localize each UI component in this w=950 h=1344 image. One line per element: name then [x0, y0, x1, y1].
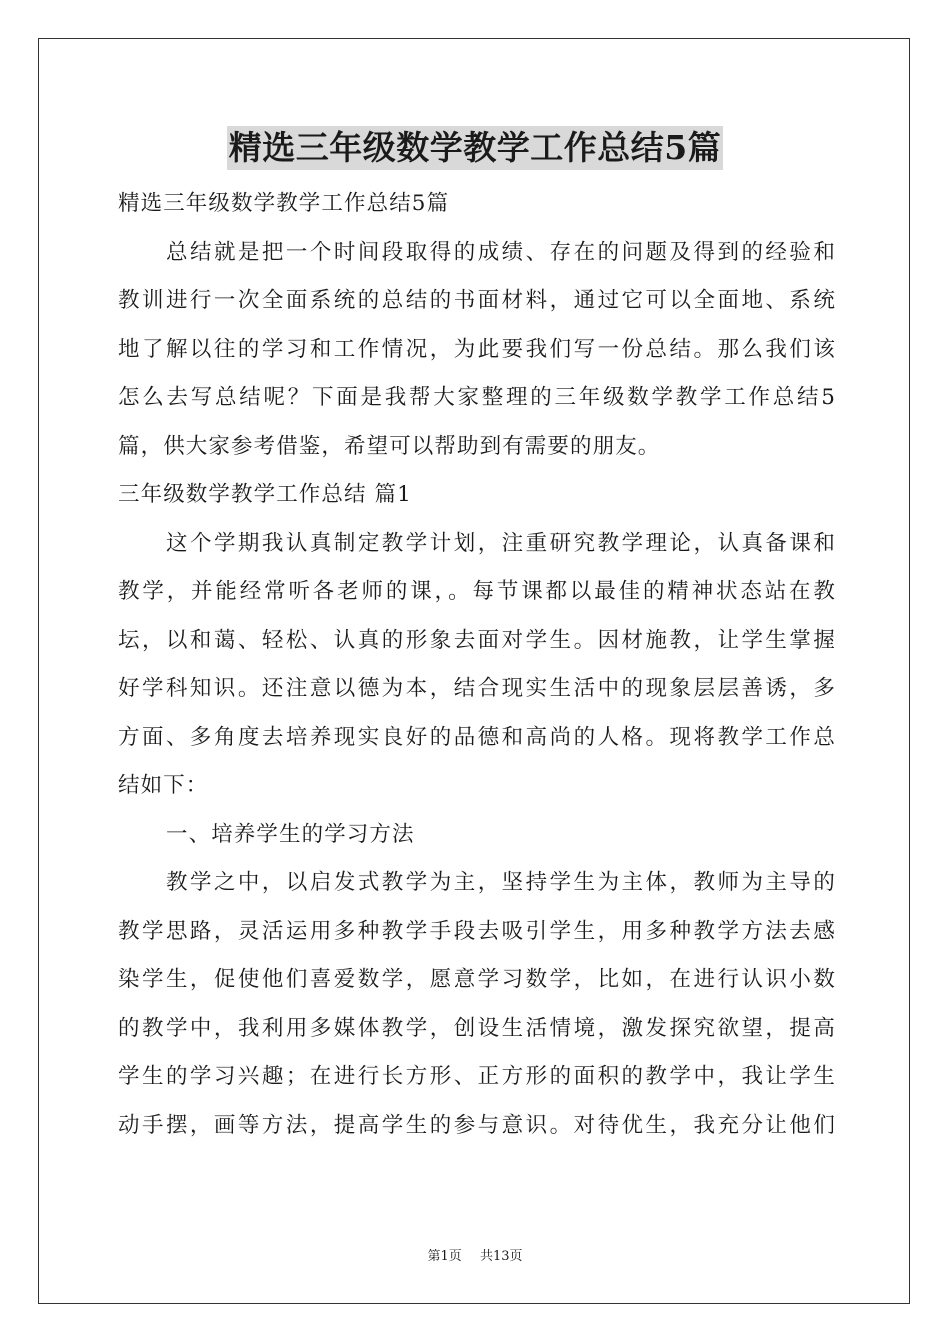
text-line: 染学生，促使他们喜爱数学，愿意学习数学，比如，在进行认识小数 [118, 967, 836, 992]
text-line: 总结就是把一个时间段取得的成绩、存在的问题及得到的经验和 [166, 239, 836, 265]
page-total: 共13页 [479, 1249, 523, 1264]
text-line: 动手摆，画等方法，提高学生的参与意识。对待优生，我充分让他们 [118, 1112, 836, 1138]
text-line: 教学之中，以启发式教学为主，坚持学生为主体，教师为主导的 [166, 870, 836, 895]
text-line: 怎么去写总结呢？下面是我帮大家整理的三年级数学教学工作总结5 [118, 385, 836, 410]
text-line: 好学科知识。还注意以德为本，结合现实生活中的现象层层善诱，多 [118, 676, 836, 701]
page-number: 第1页 [427, 1249, 462, 1264]
text-line: 篇，供大家参考借鉴，希望可以帮助到有需要的朋友。 [118, 433, 661, 459]
text-line: 一、培养学生的学习方法 [166, 821, 415, 847]
document-subtitle: 精选三年级数学教学工作总结5篇 [118, 191, 450, 216]
text-line: 三年级数学教学工作总结 篇1 [118, 482, 412, 507]
document-body [118, 180, 836, 1150]
title-container [0, 126, 950, 170]
text-line: 教训进行一次全面系统的总结的书面材料，通过它可以全面地、系统 [118, 288, 836, 313]
text-line: 结如下： [118, 773, 209, 798]
document-title: 精选三年级数学教学工作总结5篇 [227, 126, 723, 170]
page-footer [0, 1248, 950, 1266]
text-line: 学生的学习兴趣；在进行长方形、正方形的面积的教学中，我让学生 [118, 1064, 836, 1089]
text-line: 的教学中，我利用多媒体教学，创设生活情境，激发探究欲望，提高 [118, 1015, 836, 1041]
text-line: 这个学期我认真制定教学计划，注重研究教学理论，认真备课和 [166, 530, 836, 556]
text-line: 方面、多角度去培养现实良好的品德和高尚的人格。现将教学工作总 [118, 724, 836, 750]
text-line: 教学思路，灵活运用多种教学手段去吸引学生，用多种教学方法去感 [118, 918, 836, 944]
text-line: 教学，并能经常听各老师的课，。每节课都以最佳的精神状态站在教 [118, 579, 836, 604]
text-line: 地了解以往的学习和工作情况，为此要我们写一份总结。那么我们该 [118, 336, 836, 362]
text-line: 坛，以和蔼、轻松、认真的形象去面对学生。因材施教，让学生掌握 [118, 627, 836, 653]
